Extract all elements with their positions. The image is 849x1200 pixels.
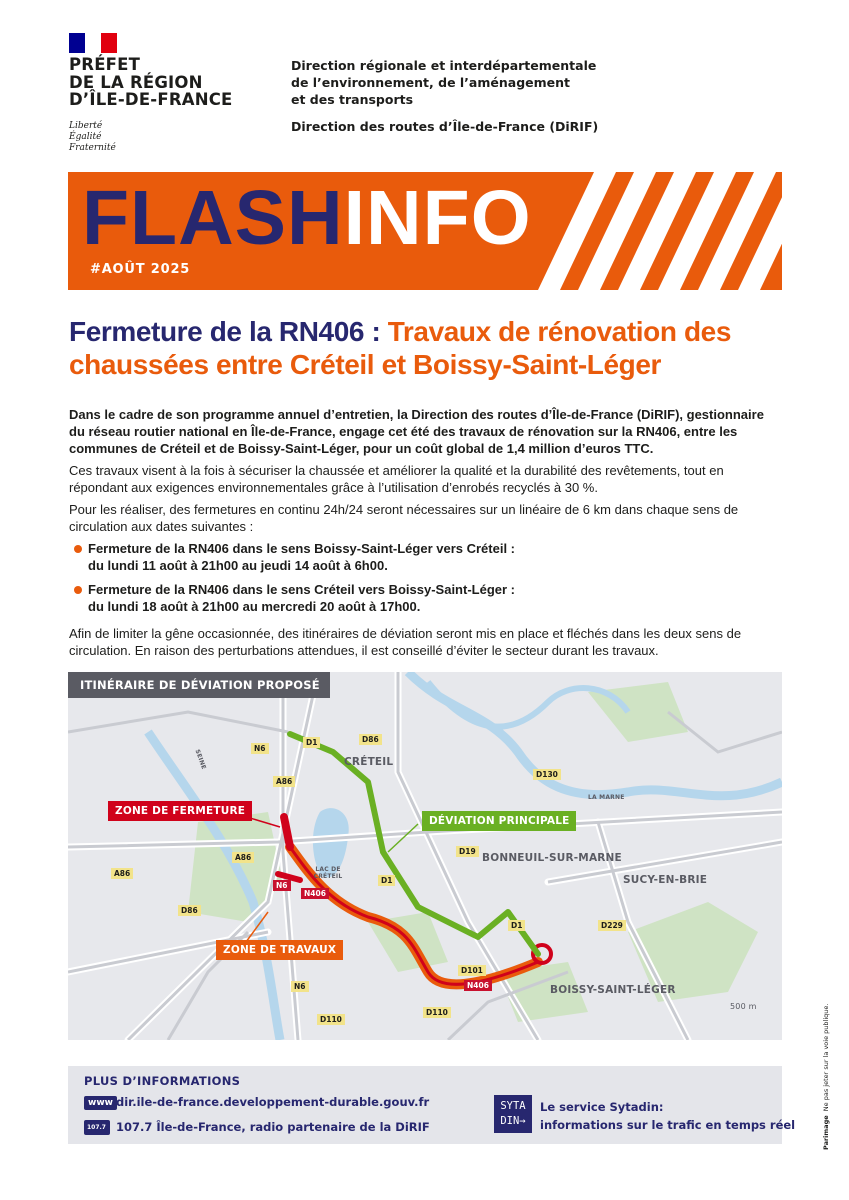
prefet-line: D’ÎLE-DE-FRANCE	[69, 90, 233, 109]
paragraph: Ces travaux visent à la fois à sécuriser la chaussée et améliorer la qualité et la durabilité des revêtements, tout en répondant aux exigences environnementales grâce à l’utilisation d’enrobés recyclés à 30 %.	[69, 463, 724, 495]
zone-fermeture-callout: ZONE DE FERMETURE	[108, 801, 252, 821]
road-label: D1	[303, 737, 320, 748]
city-label: SUCY-EN-BRIE	[623, 874, 708, 886]
marianne-flag-logo	[69, 33, 117, 53]
road-label: N406	[464, 980, 492, 991]
radio-icon: 107.7	[84, 1120, 110, 1135]
motto-line: Fraternité	[69, 143, 116, 153]
motto-line: Égalité	[69, 132, 102, 142]
road-label: D130	[533, 769, 561, 780]
side-legal: Parimage Ne pas jeter sur la voie publique.	[822, 1003, 830, 1150]
map-tag: ITINÉRAIRE DE DÉVIATION PROPOSÉ	[68, 672, 330, 698]
callout-pointer	[388, 824, 418, 852]
city-label: CRÉTEIL	[344, 756, 394, 768]
bullet-dot	[74, 586, 82, 594]
bullet-line: du lundi 11 août à 21h00 au jeudi 14 août à 6h00.	[88, 558, 388, 573]
road-label: D110	[317, 1014, 345, 1025]
road-label: D19	[456, 846, 479, 857]
prefet-line: PRÉFET	[69, 55, 141, 74]
issue-date: #AOÛT 2025	[90, 262, 191, 277]
headline	[69, 315, 789, 381]
sytadin-logo: SYTA DIN→	[494, 1095, 532, 1133]
paragraph: Afin de limiter la gêne occasionnée, des itinéraires de déviation seront mis en place et fléchés dans les deux sens de circulation. En raison des perturbations attendues, il est conseillé d’éviter le secteur durant les travaux.	[69, 626, 742, 658]
road-label: A86	[273, 776, 295, 787]
road-label: D1	[378, 875, 395, 886]
road-label: N406	[301, 888, 329, 899]
sytadin-text: Le service Sytadin: informations sur le trafic en temps réel	[540, 1100, 796, 1132]
headline-part1: Fermeture de la RN406 :	[69, 316, 388, 347]
deviation-map	[68, 672, 782, 1040]
paragraph: Pour les réaliser, des fermetures en continu 24h/24 seront nécessaires sur un linéaire de 6 km dans chaque sens de circulation aux dates suivantes :	[69, 502, 739, 534]
closure-bullet	[69, 581, 782, 615]
road-label: D86	[359, 734, 382, 745]
prefet-line: DE LA RÉGION	[69, 72, 203, 92]
road-label: D229	[598, 920, 626, 931]
road-label: D1	[508, 920, 525, 931]
headline-part2: Travaux de rénovation des chaussées entre Créteil et Boissy-Saint-Léger	[69, 316, 731, 380]
road-label: A86	[232, 852, 254, 863]
bullet-line: Fermeture de la RN406 dans le sens Créteil vers Boissy-Saint-Léger :	[88, 582, 516, 597]
dirif-label: Direction des routes d’Île-de-France (DiRIF)	[291, 119, 599, 134]
info-word: INFO	[343, 175, 532, 261]
lead-paragraph: Dans le cadre de son programme annuel d’entretien, la Direction des routes d’Île-de-France (DiRIF), gestionnaire du réseau routier national en Île-de-France, engage cet été des travaux de rénovation sur la RN406, entre les communes de Créteil et de Boissy-Saint-Léger, pour un coût global de 1,4 million d’euros TTC.	[69, 407, 764, 456]
bullet-dot	[74, 545, 82, 553]
city-label: BONNEUIL-SUR-MARNE	[482, 852, 622, 864]
lake-label: LAC DE CRÉTEIL	[313, 866, 343, 880]
radio-partner: 107.7 Île-de-France, radio partenaire de la DiRIF	[116, 1120, 430, 1134]
road-label: N6	[273, 880, 291, 891]
motto-line: Liberté	[69, 121, 103, 131]
flash-word: FLASH	[82, 175, 344, 261]
river-label: SEINE	[193, 748, 208, 771]
prefet-block	[69, 56, 233, 109]
scale-label: 500 m	[730, 1002, 757, 1011]
article-body	[69, 406, 782, 664]
bullet-line: Fermeture de la RN406 dans le sens Boissy-Saint-Léger vers Créteil :	[88, 541, 516, 556]
city-label: BOISSY-SAINT-LÉGER	[550, 984, 676, 996]
closure-bullet	[69, 540, 782, 574]
deviation-callout: DÉVIATION PRINCIPALE	[422, 811, 576, 831]
direction-block	[291, 57, 596, 108]
road-label: A86	[111, 868, 133, 879]
flash-info-title	[82, 175, 532, 261]
republic-motto	[69, 121, 116, 154]
zone-travaux-callout: ZONE DE TRAVAUX	[216, 940, 343, 960]
bullet-line: du lundi 18 août à 21h00 au mercredi 20 août à 17h00.	[88, 599, 421, 614]
road-label: N6	[291, 981, 309, 992]
road-label: D101	[458, 965, 486, 976]
river-label: LA MARNE	[588, 794, 625, 801]
direction-line: de l’environnement, de l’aménagement	[291, 75, 571, 90]
road-label: N6	[251, 743, 269, 754]
more-info-title: PLUS D’INFORMATIONS	[84, 1074, 241, 1088]
road-label: D86	[178, 905, 201, 916]
road-label: D110	[423, 1007, 451, 1018]
direction-line: Direction régionale et interdépartementale	[291, 58, 597, 73]
direction-line: et des transports	[291, 92, 414, 107]
www-badge: www	[84, 1096, 117, 1110]
website-link[interactable]: dir.ile-de-france.developpement-durable.gouv.fr	[116, 1095, 430, 1109]
